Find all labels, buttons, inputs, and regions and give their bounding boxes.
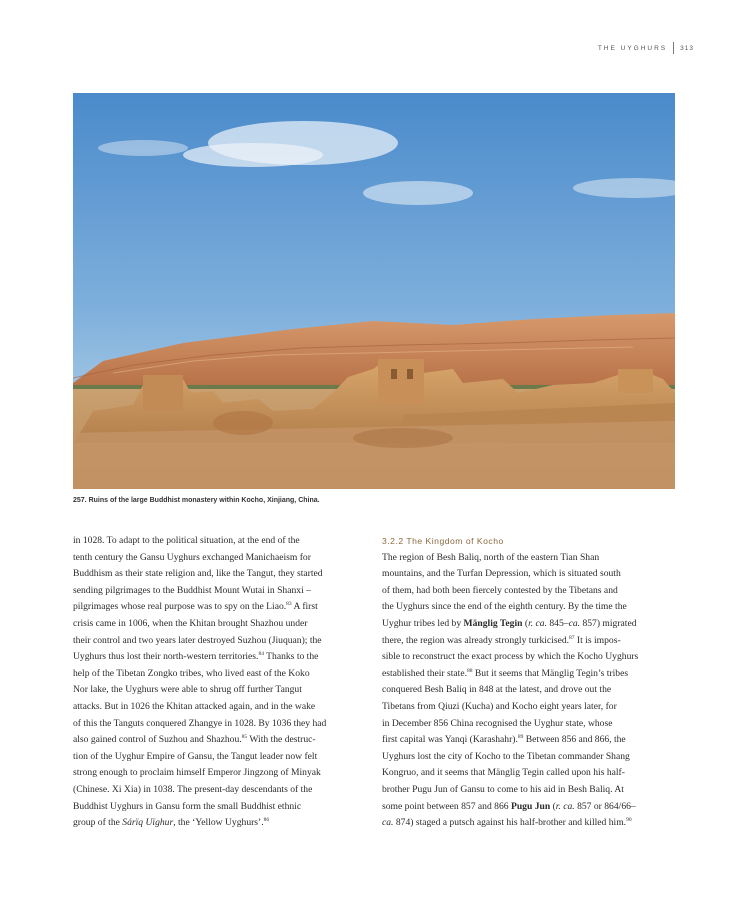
right-column-line: sible to reconstruct the exact process by which the Kocho Uyghurs	[382, 651, 639, 663]
right-column-line: Uyghurs lost the city of Kocho to the Tibetan commander Shang	[382, 750, 630, 762]
right-column-line: Kongruo, and it seems that Mänglig Tegin called upon his half-	[382, 767, 625, 779]
bold-name: Pugu Jun	[510, 800, 551, 812]
right-column-line: Tibetans from Qiuzi (Kucha) and Kocho eight years later, for	[382, 700, 617, 712]
italic-term: ca.	[568, 617, 581, 629]
running-head	[598, 42, 694, 54]
left-column-line: of this the Tanguts conquered Zhangye in 1028. By 1036 they had	[73, 717, 327, 729]
right-column-line: established their state.$^{88}$ But it seems that Mänglig Tegin’s tribes	[382, 667, 629, 679]
footnote-ref: 88	[467, 667, 473, 674]
left-column-line: Uyghurs thus lost their north-western territories.$^{84}$ Thanks to the	[73, 650, 319, 663]
running-head-section: THE UYGHURS	[597, 44, 668, 52]
italic-term: ca.	[382, 817, 394, 829]
right-column-line: the Uyghurs since the end of the eighth century. By the time the	[382, 601, 627, 613]
right-column-line: mountains, and the Turfan Depression, which is situated south	[382, 568, 621, 580]
right-column-text	[382, 550, 678, 832]
right-column-line: first capital was Yanqi (Karashahr).$^{89}$ Between 856 and 866, the	[382, 733, 626, 746]
right-column-line: The region of Besh Baliq, north of the eastern Tian Shan	[382, 551, 600, 563]
ruins-photo-image	[73, 93, 675, 489]
right-column-line: in December 856 China recognised the Uyghur state, whose	[382, 717, 613, 729]
left-column-line: tenth century the Gansu Uyghurs exchanged Manichaeism for	[73, 551, 311, 563]
footnote-ref: 85	[241, 733, 248, 740]
running-head-divider	[673, 42, 674, 54]
bold-name: Mänglig Tegin	[463, 617, 523, 629]
italic-term: r. ca.	[555, 800, 575, 812]
footnote-ref: 89	[517, 733, 524, 740]
left-column-line: group of the Sárïq Uïghur, the ‘Yellow Uyghurs’.$^{86}$	[73, 816, 270, 829]
left-column-line: strong enough to proclaim himself Emperor Jingzong of Minyak	[73, 767, 321, 779]
footnote-ref: 87	[569, 634, 575, 641]
left-column-line: help of the Tibetan Zongko tribes, who lived east of the Koko	[73, 667, 310, 679]
page-number: 313	[680, 44, 694, 52]
italic-term: r. ca.	[528, 617, 547, 629]
left-column-line: in 1028. To adapt to the political situation, at the end of the	[73, 535, 300, 546]
footnote-ref: 90	[626, 816, 632, 823]
right-column-line: Uyghur tribes led by Mänglig Tegin (r. ca. 845–ca. 857) migrated	[382, 617, 637, 629]
body-column-left	[73, 533, 371, 832]
left-column-line: tion of the Uyghur Empire of Gansu, the Tangut leader now felt	[73, 750, 318, 762]
left-column-line: (Chinese. Xi Xia) in 1038. The present-day descendants of the	[73, 783, 313, 795]
figure-photo	[73, 93, 675, 489]
right-column-line: some point between 857 and 866 Pugu Jun (r. ca. 857 or 864/66–	[382, 800, 636, 812]
left-column-line: Buddhist Uyghurs in Gansu form the small Buddhist ethnic	[73, 800, 302, 812]
right-column-line: there, the region was already strongly turkicised.$^{87}$ It is impos-	[382, 634, 621, 646]
footnote-ref: 84	[258, 650, 264, 657]
section-heading: 3.2.2 The Kingdom of Kocho	[382, 536, 504, 546]
footnote-ref: 83	[286, 601, 292, 608]
left-column-line: pilgrimages whose real purpose was to spy on the Liao.$^{83}$ A first	[73, 601, 318, 613]
left-column-line: also gained control of Suzhou and Shazhou.$^{85}$ With the destruc-	[73, 733, 316, 746]
italic-term: Sárïq Uïghur	[122, 817, 174, 829]
figure-caption	[73, 497, 675, 504]
caption-number: 257.	[73, 497, 87, 504]
left-column-line: sending pilgrimages to the Buddhist Mount Wutai in Shanxi –	[73, 584, 311, 596]
left-column-line: attacks. But in 1026 the Khitan attacked again, and in the wake	[73, 700, 316, 712]
right-column-line: of them, had both been fiercely contested by the Tibetans and	[382, 584, 618, 596]
footnote-ref: 86	[263, 816, 270, 823]
caption-text: Ruins of the large Buddhist monastery within Kocho, Xinjiang, China.	[86, 497, 320, 504]
body-column-right	[382, 533, 678, 832]
left-column-line: crisis came in 1006, when the Khitan brought Shazhou under	[73, 617, 308, 629]
left-column-line: Nor lake, the Uyghurs were able to shrug off further Tangut	[73, 684, 302, 696]
left-column-line: Buddhism as their state religion and, like the Tangut, they started	[73, 568, 323, 580]
right-column-line: ca. 874) staged a putsch against his half-brother and killed him.$^{90}$	[382, 816, 632, 829]
right-column-line: brother Pugu Jun of Gansu to come to his aid in Besh Baliq. At	[382, 783, 624, 795]
left-column-line: their control and two years later destroyed Suzhou (Jiuquan); the	[73, 634, 322, 646]
right-column-line: conquered Besh Baliq in 848 at the latest, and drove out the	[382, 684, 612, 696]
